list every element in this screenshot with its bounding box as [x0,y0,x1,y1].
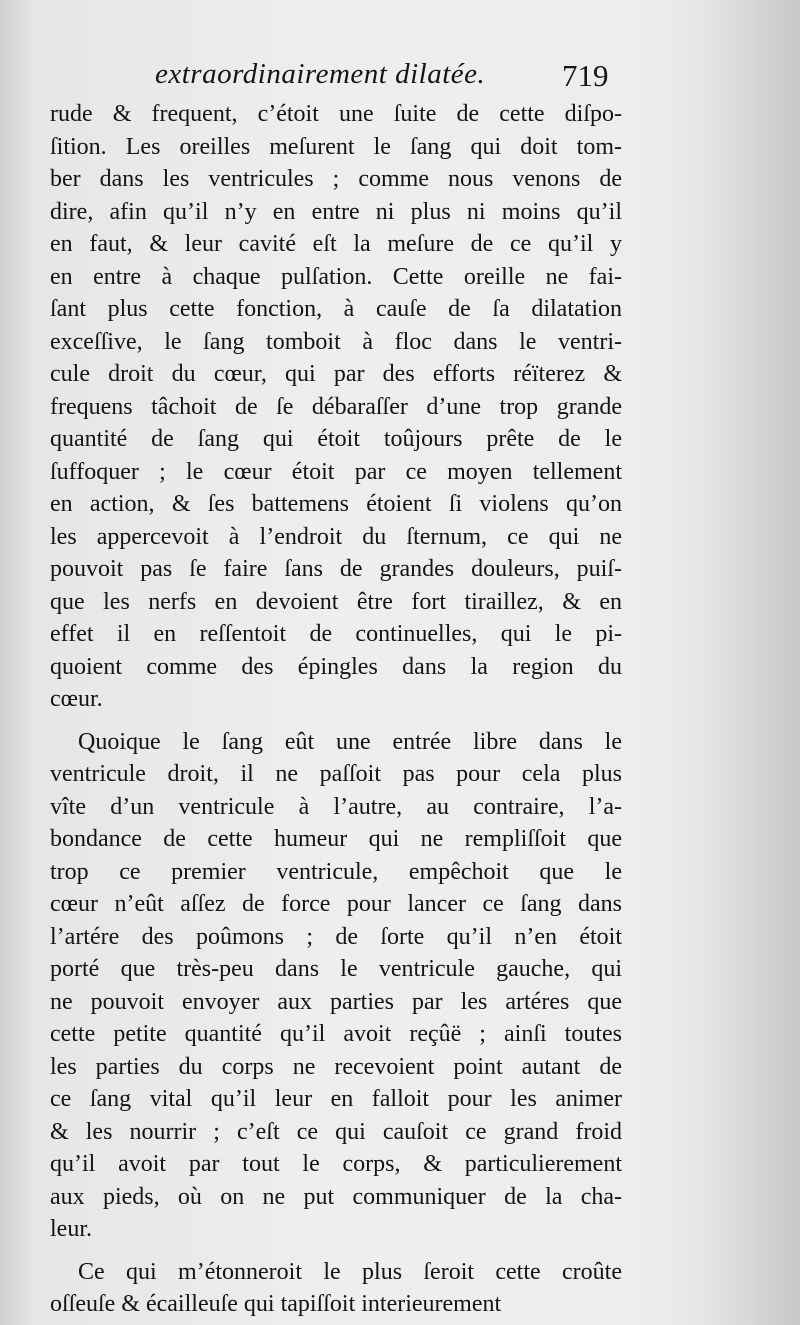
text-line: frequens tâchoit de ſe débaraſſer d’une trop grande [50,393,622,420]
text-line: rude & frequent, c’étoit une ſuite de cette diſpo- [50,101,622,127]
text-line: vîte d’un ventricule à l’autre, au contraire, l’a- [50,793,622,820]
text-line: Ce qui m’étonneroit le plus ſeroit cette croûte [78,1258,622,1285]
body-text [50,98,622,1321]
text-line: ne pouvoit envoyer aux parties par les artéres que [50,988,622,1015]
text-line: Quoique le ſang eût une entrée libre dans le [78,728,622,755]
text-line: leur. [50,1216,92,1242]
paragraph [50,1256,622,1321]
text-line: cule droit du cœur, qui par des efforts réïterez & [50,361,622,387]
paragraph-gap [50,1246,622,1256]
text-line: & les nourrir ; c’eſt ce qui cauſoit ce grand froid [50,1118,622,1145]
text-line: ſition. Les oreilles meſurent le ſang qui doit tom- [50,133,622,160]
text-line: porté que très-peu dans le ventricule gauche, qui [50,956,622,982]
text-line: que les nerfs en devoient être fort tiraillez, & en [50,588,622,615]
running-head [0,58,800,102]
text-line: les parties du corps ne recevoient point autant de [50,1053,622,1080]
text-line: effet il en reſſentoit de continuelles, qui le pi- [50,621,622,647]
text-line: cœur. [50,686,103,712]
text-line: ber dans les ventricules ; comme nous venons de [50,166,622,192]
text-line: quantité de ſang qui étoit toûjours prête de le [50,426,622,452]
paragraph [50,726,622,1246]
text-line: pouvoit pas ſe faire ſans de grandes douleurs, puiſ- [50,556,622,582]
text-line: quoient comme des épingles dans la region du [50,653,622,680]
text-line: ventricule droit, il ne paſſoit pas pour cela plus [50,761,622,787]
text-line: exceſſive, le ſang tomboit à floc dans le ventri- [50,328,622,355]
text-line: les appercevoit à l’endroit du ſternum, ce qui ne [50,523,622,550]
running-head-title: extraordinairement dilatée. [155,58,486,90]
page-number: 719 [562,58,609,93]
text-line: ſuffoquer ; le cœur étoit par ce moyen tellement [50,458,622,485]
text-line: aux pieds, où on ne put communiquer de la cha- [50,1183,622,1210]
text-line: qu’il avoit par tout le corps, & particulierement [50,1151,622,1177]
text-line: en entre à chaque pulſation. Cette oreille ne fai- [50,263,622,290]
text-line: trop ce premier ventricule, empêchoit que le [50,858,622,885]
text-line: cette petite quantité qu’il avoit reçûë ; ainſi toutes [50,1021,622,1047]
paragraph [50,98,622,716]
text-line: oſſeuſe & écailleuſe qui tapiſſoit interieurement [50,1291,502,1317]
text-line: cœur n’eût aſſez de force pour lancer ce ſang dans [50,891,622,917]
paragraph-gap [50,716,622,726]
page-edge-shadow [640,0,800,1325]
text-line: en faut, & leur cavité eſt la meſure de ce qu’il y [50,231,622,257]
text-line: dire, afin qu’il n’y en entre ni plus ni moins qu’il [50,198,622,225]
text-line: bondance de cette humeur qui ne rempliſſoit que [50,826,622,852]
text-line: ſant plus cette fonction, à cauſe de ſa dilatation [50,296,622,322]
text-line: ce ſang vital qu’il leur en falloit pour les animer [50,1086,622,1112]
text-line: l’artére des poûmons ; de ſorte qu’il n’en étoit [50,923,622,950]
text-line: en action, & ſes battemens étoient ſi violens qu’on [50,491,622,517]
